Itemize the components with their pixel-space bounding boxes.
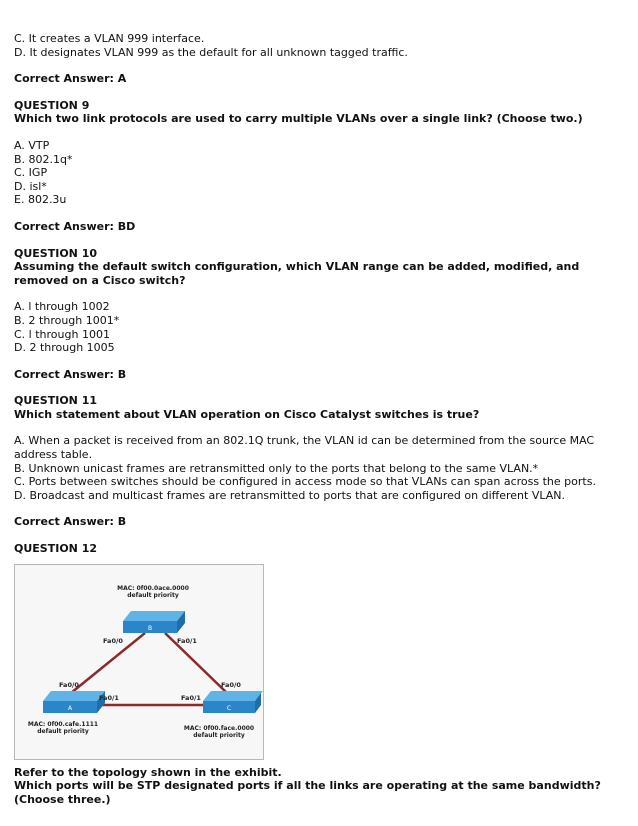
switch-a-icon [43,691,105,713]
question-prompt: Assuming the default switch configuration, which VLAN range can be added, modified, and removed on a Cisco switch? [14,260,580,287]
switch-a-priority: default priority [37,727,89,735]
option-line: C. l through 1001 [14,327,110,341]
correct-answer: Correct Answer: BD [14,219,136,233]
option-line: B. Unknown unicast frames are retransmitted only to the ports that belong to the same VLAN.* [14,461,539,475]
question-title: QUESTION 11 [14,394,98,408]
switch-a-letter: A [67,704,73,712]
topology-exhibit [14,564,264,760]
port-label: Fa0/1 [99,693,119,702]
port-label: Fa0/1 [181,693,201,702]
switch-c-mac: MAC: 0f00.face.0000 [183,724,255,732]
option-line: B. 2 through 1001* [14,313,120,327]
option-line: D. isl* [14,179,47,193]
switch-b-icon [123,611,185,633]
option-line: A. VTP [14,138,50,152]
option-line: A. l through 1002 [14,300,110,314]
option-line: D. It designates VLAN 999 as the default for all unknown tagged traffic. [14,45,408,59]
question-prompt: Refer to the topology shown in the exhibit. [14,765,282,779]
correct-answer: Correct Answer: A [14,72,127,86]
switch-b-priority: default priority [127,591,179,599]
option-line: D. 2 through 1005 [14,341,115,355]
switch-b-mac: MAC: 0f00.0ace.0000 [117,584,189,592]
correct-answer: Correct Answer: B [14,367,127,381]
option-line: C. Ports between switches should be configured in access mode so that VLANs can span across the ports. [14,475,596,489]
switch-b-letter: B [147,624,153,632]
option-line: A. When a packet is received from an 802.1Q trunk, the VLAN id can be determined from the source MAC address table. [14,434,595,462]
question-prompt: Which statement about VLAN operation on Cisco Catalyst switches is true? [14,407,480,421]
port-label: Fa0/0 [59,680,79,689]
option-line: C. It creates a VLAN 999 interface. [14,32,205,45]
option-line: B. 802.1q* [14,152,73,166]
option-line: C. IGP [14,166,48,180]
question-prompt: Which two link protocols are used to carry multiple VLANs over a single link? (Choose two.) [14,112,583,126]
question-title: QUESTION 12 [14,542,98,556]
question-prompt: Which ports will be STP designated ports if all the links are operating at the same bandwidth? (Choose three.) [14,779,601,806]
question-title: QUESTION 9 [14,98,90,112]
port-label: Fa0/0 [221,680,241,689]
switch-a-mac: MAC: 0f00.cafe.1111 [27,720,99,728]
port-label: Fa0/1 [177,636,197,645]
document-page [14,0,626,806]
switch-c-priority: default priority [193,731,245,739]
option-line: E. 802.3u [14,193,67,207]
correct-answer: Correct Answer: B [14,515,127,529]
switch-c-icon [203,691,263,713]
switch-c-letter: C [226,704,232,712]
port-label: Fa0/0 [103,636,123,645]
option-line: D. Broadcast and multicast frames are retransmitted to ports that are configured on different VLAN. [14,488,565,502]
question-title: QUESTION 10 [14,246,98,260]
